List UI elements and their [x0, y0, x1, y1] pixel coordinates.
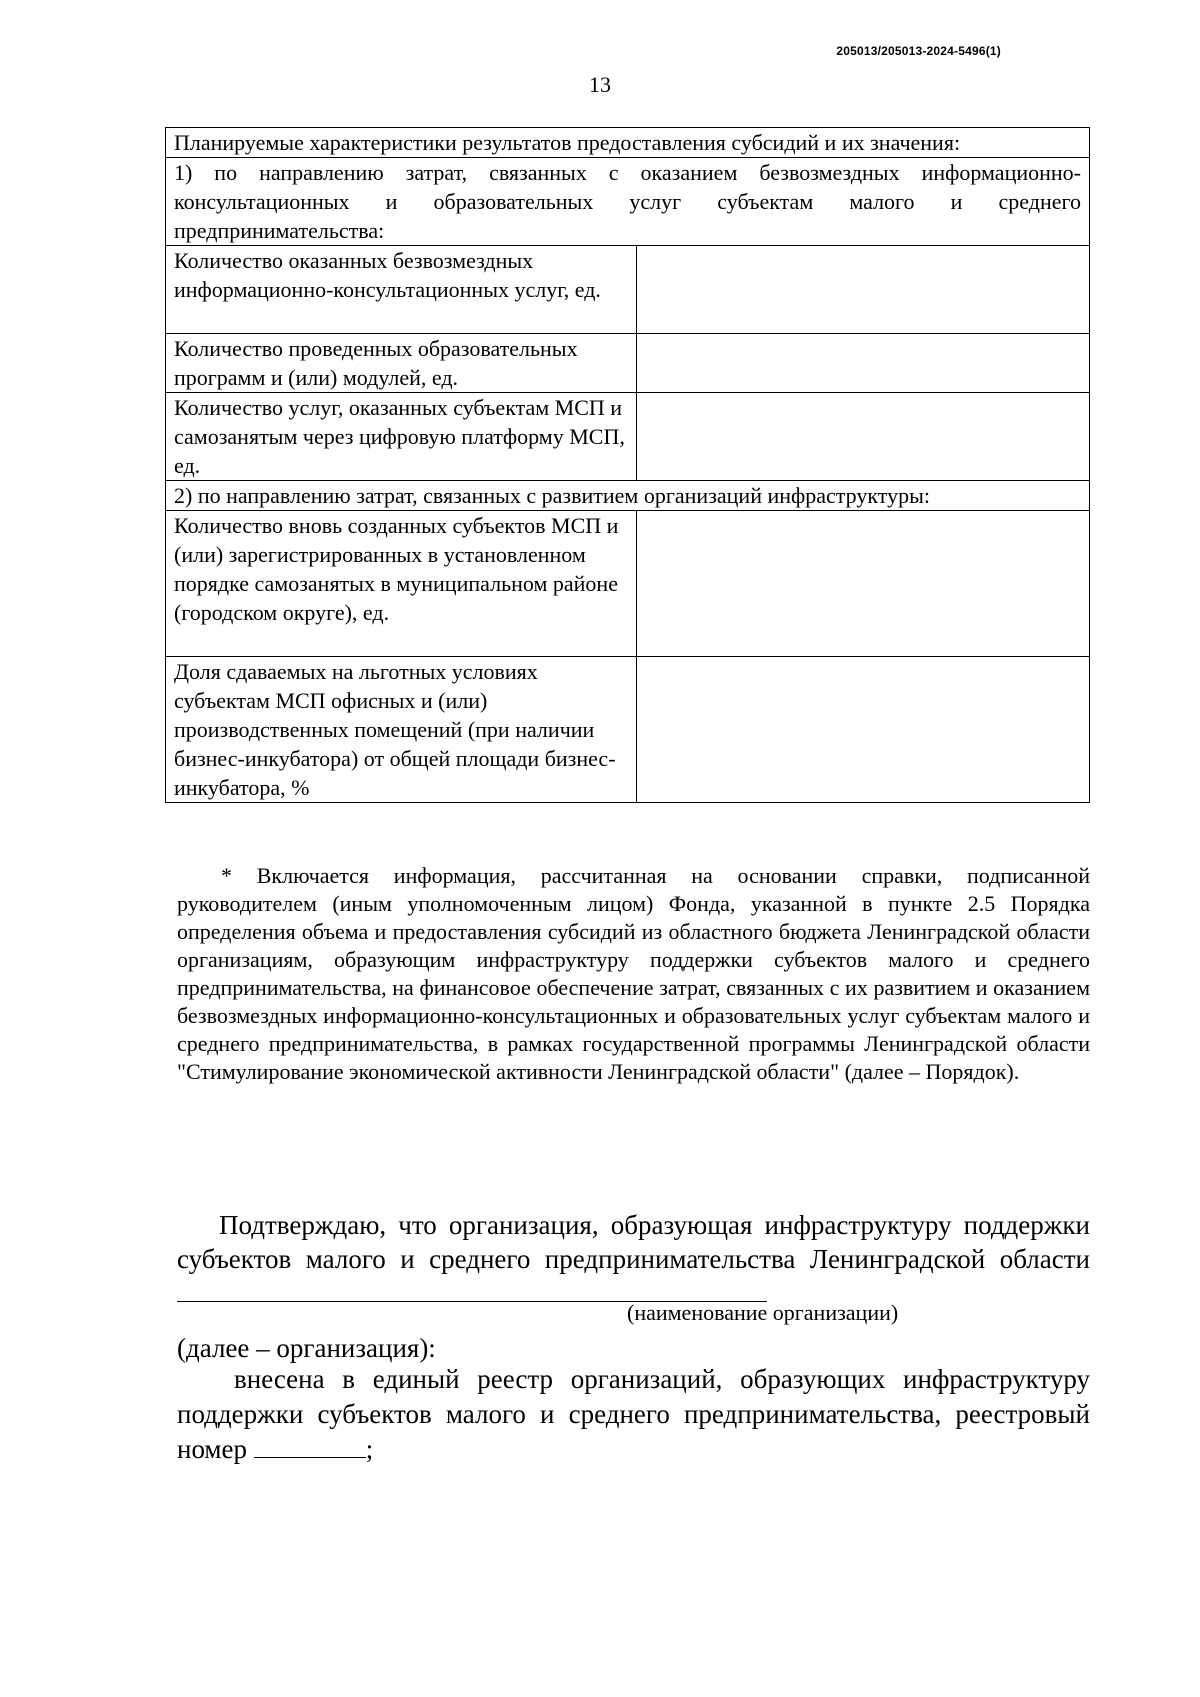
section1-heading: 1) по направлению затрат, связанных с оказанием безвозмездных информационно-консультационных и образовательных услуг субъектам малого и среднего предпринимательства:: [166, 158, 1090, 246]
registry-text: внесена в единый реестр организаций, образующих инфраструктуру поддержки субъектов малого и среднего предпринимательства, реестровый номер: [177, 1364, 1090, 1464]
indicator-value[interactable]: [637, 511, 1090, 657]
footnote: [177, 862, 1090, 1086]
indicator-label: Количество вновь созданных субъектов МСП и (или) зарегистрированных в установленном порядке самозанятых в муниципальном районе (городском округе), ед.: [166, 511, 637, 657]
table-title-row: [166, 128, 1090, 158]
section1-heading-row: [166, 158, 1090, 246]
indicator-value[interactable]: [637, 246, 1090, 334]
table-row: [166, 246, 1090, 334]
after-org-text: (далее – организация):: [177, 1333, 436, 1363]
registry-end: ;: [365, 1434, 374, 1464]
document-id: 205013/205013-2024-5496(1): [836, 44, 1001, 58]
indicator-value[interactable]: [637, 334, 1090, 393]
indicator-label: Доля сдаваемых на льготных условиях субъектам МСП офисных и (или) производственных помещений (при наличии бизнес-инкубатора) от общей площади бизнес-инкубатора, %: [166, 657, 637, 803]
footnote-text: * Включается информация, рассчитанная на основании справки, подписанной руководителем (иным уполномоченным лицом) Фонда, указанной в пункте 2.5 Порядка определения объема и предоставления субсидий из областного бюджета Ленинградской области организациям, образующим инфраструктуру поддержки субъектов малого и среднего предпринимательства, на финансовое обеспечение затрат, связанных с их развитием и оказанием безвозмездных информационно-консультационных и образовательных услуг субъектам малого и среднего предпринимательства, в рамках государственной программы Ленинградской области "Стимулирование экономической активности Ленинградской области" (далее – Порядок).: [177, 863, 1090, 1084]
registry-number-blank[interactable]: [254, 1433, 366, 1458]
registry-paragraph: [177, 1362, 1090, 1467]
table-row: [166, 657, 1090, 803]
indicator-label: Количество проведенных образовательных программ и (или) модулей, ед.: [166, 334, 637, 393]
indicator-value[interactable]: [637, 657, 1090, 803]
table-title: Планируемые характеристики результатов предоставления субсидий и их значения:: [166, 128, 1090, 158]
confirmation-text: Подтверждаю, что организация, образующая инфраструктуру поддержки субъектов малого и среднего предпринимательства Ленинградской области: [177, 1210, 1090, 1274]
indicator-label: Количество услуг, оказанных субъектам МСП и самозанятым через цифровую платформу МСП, ед.: [166, 393, 637, 481]
table-row: [166, 334, 1090, 393]
table-row: [166, 511, 1090, 657]
org-name-blank[interactable]: [177, 1277, 767, 1302]
indicator-label: Количество оказанных безвозмездных информационно-консультационных услуг, ед.: [166, 246, 637, 334]
section2-heading: 2) по направлению затрат, связанных с развитием организаций инфраструктуры:: [166, 481, 1090, 511]
page-number: 13: [589, 72, 611, 97]
results-table: [165, 127, 1090, 803]
confirmation-paragraph: [177, 1208, 1090, 1310]
section2-heading-row: [166, 481, 1090, 511]
org-name-caption: (наименование организации): [627, 1300, 899, 1325]
table-row: [166, 393, 1090, 481]
indicator-value[interactable]: [637, 393, 1090, 481]
